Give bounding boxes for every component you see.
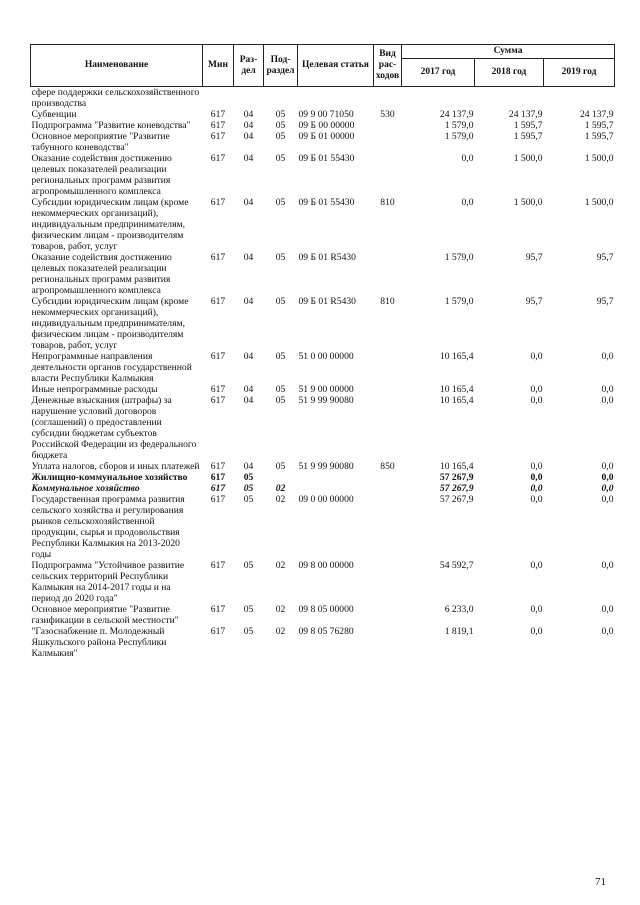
table-row [31,252,615,296]
row-name: Подпрограмма "Устойчивое развитие сельских территорий Республики Калмыкия на 2014-2017 годы и на период до 2020 года" [31,560,185,604]
row-vid-rashodov [374,131,402,153]
row-name: Оказание содействия достижению целевых показателей реализации региональных программ развития агропромышленного комплекса [31,153,172,197]
row-podrazdel: 02 [275,626,286,637]
row-sum-2018: 0,0 [530,351,543,362]
row-razdel: 05 [243,494,254,505]
row-celevaya-statya: 51 9 99 90080 [298,461,354,472]
row-name: Денежные взыскания (штрафы) за нарушение условий договоров (соглашений) о предоставлении субсидии бюджетам субъектов Российской Федерации из федерального бюджета [31,395,197,461]
row-sum-2018: 0,0 [530,395,543,406]
row-celevaya-statya [298,87,374,110]
row-name: Основное мероприятие "Развитие газификации в сельской местности" [31,604,179,626]
row-razdel: 04 [243,384,254,395]
row-vid-rashodov [374,252,402,296]
row-razdel: 04 [243,109,254,120]
row-min: 617 [210,197,226,208]
row-sum-2017: 1 819,1 [444,626,474,637]
header-min: Мин [203,45,234,87]
row-sum-2018 [475,87,544,110]
row-min: 617 [210,626,226,637]
table-row [31,494,615,560]
row-min: 617 [210,153,226,164]
row-razdel: 04 [243,461,254,472]
row-sum-2018: 0,0 [530,483,543,494]
row-name: Субвенции [31,109,77,120]
row-razdel: 04 [243,351,254,362]
table-row [31,560,615,604]
row-sum-2019: 1 595,7 [584,120,614,131]
row-podrazdel [264,87,298,110]
row-celevaya-statya: 09 Б 01 00000 [298,131,355,142]
row-celevaya-statya [298,472,374,483]
row-sum-2018: 1 595,7 [513,131,543,142]
row-celevaya-statya: 09 9 00 71050 [298,109,354,120]
row-sum-2019: 0,0 [601,461,614,472]
row-razdel: 04 [243,120,254,131]
row-sum-2019 [544,87,615,110]
row-min: 617 [210,131,226,142]
row-vid-rashodov [374,494,402,560]
row-name: Непрограммные направления деятельности органов государственной власти Республики Калмыкия [31,351,192,384]
row-sum-2017: 1 579,0 [444,252,474,263]
row-min: 617 [210,252,226,263]
row-vid-rashodov: 530 [380,109,395,120]
row-min: 617 [210,351,226,362]
table-row [31,483,615,494]
row-razdel: 04 [243,131,254,142]
header-celevaya-statya: Целевая статья [298,45,374,87]
row-vid-rashodov: 810 [380,197,395,208]
row-min: 617 [210,120,226,131]
row-vid-rashodov [374,395,402,461]
row-name: Субсидии юридическим лицам (кроме некоммерческих организаций), индивидуальным предпринимателям, физическим лицам - производителям товаров, работ, услуг [31,296,189,351]
table-row [31,131,615,153]
row-celevaya-statya: 51 9 00 00000 [298,384,354,395]
row-vid-rashodov [374,604,402,626]
row-sum-2017: 10 165,4 [439,384,474,395]
row-podrazdel: 05 [275,351,286,362]
row-podrazdel: 05 [275,252,286,263]
row-min: 617 [210,494,226,505]
row-celevaya-statya [298,483,374,494]
row-min: 617 [210,384,226,395]
row-sum-2017: 1 579,0 [444,131,474,142]
row-podrazdel: 05 [275,461,286,472]
row-celevaya-statya: 09 8 00 00000 [298,560,354,571]
row-min: 617 [210,109,226,120]
header-summa: Сумма [402,45,615,59]
row-name: Подпрограмма "Развитие коневодства" [31,120,191,131]
table-body [31,87,615,660]
row-celevaya-statya: 09 Б 01 55430 [298,197,355,208]
row-podrazdel: 05 [275,109,286,120]
row-podrazdel [264,472,298,483]
row-sum-2017: 0,0 [461,197,474,208]
row-name: Государственная программа развития сельского хозяйства и регулирования рынков сельскохозяйственной продукции, сырья и продовольствия Республики Калмыкия на 2013-2020 годы [31,494,185,560]
table-row [31,296,615,351]
row-sum-2017: 1 579,0 [444,296,474,307]
row-razdel: 04 [243,153,254,164]
row-podrazdel: 02 [275,604,286,615]
row-sum-2018: 24 137,9 [508,109,543,120]
row-celevaya-statya: 51 0 00 00000 [298,351,354,362]
row-celevaya-statya: 09 Б 01 R5430 [298,296,356,307]
row-name: Иные непрограммные расходы [31,384,158,395]
header-vid-rashodov: Вид рас-ходов [374,45,402,87]
row-sum-2017: 0,0 [461,153,474,164]
row-celevaya-statya: 09 0 00 00000 [298,494,354,505]
row-sum-2019: 0,0 [601,472,614,483]
row-sum-2017: 10 165,4 [439,395,474,406]
row-sum-2019: 0,0 [601,384,614,395]
row-min: 617 [210,395,226,406]
row-sum-2018: 0,0 [530,461,543,472]
header-razdel: Раз-дел [234,45,264,87]
row-celevaya-statya: 09 8 05 76280 [298,626,354,637]
row-sum-2018: 0,0 [530,604,543,615]
row-razdel: 05 [243,472,254,483]
row-podrazdel: 05 [275,395,286,406]
row-sum-2017: 10 165,4 [439,461,474,472]
row-razdel: 04 [243,296,254,307]
table-row [31,384,615,395]
row-sum-2017 [402,87,475,110]
row-podrazdel: 05 [275,131,286,142]
row-name: Субсидии юридическим лицам (кроме некоммерческих организаций), индивидуальным предпринимателям, физическим лицам - производителям товаров, работ, услуг [31,197,189,252]
row-min: 617 [210,472,226,483]
row-celevaya-statya: 51 9 99 90080 [298,395,354,406]
header-name: Наименование [31,45,203,87]
header-podrazdel: Под-раздел [264,45,298,87]
row-sum-2018: 0,0 [530,626,543,637]
row-sum-2018: 1 595,7 [513,120,543,131]
row-sum-2018: 95,7 [525,252,543,263]
row-min: 617 [210,296,226,307]
row-podrazdel: 02 [275,494,286,505]
table-row [31,120,615,131]
row-name: "Газоснабжение п. Молодежный Яшкульского района Республики Калмыкия" [31,626,167,659]
row-podrazdel: 02 [275,560,286,571]
row-min: 617 [210,560,226,571]
row-sum-2017: 10 165,4 [439,351,474,362]
row-name: Коммунальное хозяйство [31,483,140,494]
table-row [31,472,615,483]
header-year-2018: 2018 год [475,59,544,87]
row-vid-rashodov [374,351,402,384]
row-vid-rashodov [374,120,402,131]
row-min: 617 [210,604,226,615]
table-row [31,351,615,384]
row-razdel: 05 [243,626,254,637]
row-vid-rashodov: 850 [380,461,395,472]
row-min [203,87,234,110]
row-sum-2017: 57 267,9 [439,483,474,494]
row-sum-2017: 6 233,0 [444,604,474,615]
row-podrazdel: 05 [275,296,286,307]
row-podrazdel: 02 [275,483,286,494]
row-podrazdel: 05 [275,384,286,395]
row-sum-2018: 1 500,0 [513,197,543,208]
row-celevaya-statya: 09 Б 01 R5430 [298,252,356,263]
row-podrazdel: 05 [275,153,286,164]
table-header [31,45,615,87]
header-year-2019: 2019 год [544,59,615,87]
row-vid-rashodov [374,384,402,395]
row-min: 617 [210,483,226,494]
row-vid-rashodov: 810 [380,296,395,307]
table-row [31,109,615,120]
row-sum-2019: 0,0 [601,604,614,615]
row-celevaya-statya: 09 8 05 00000 [298,604,354,615]
row-razdel: 05 [243,483,254,494]
row-sum-2017: 54 592,7 [439,560,474,571]
row-podrazdel: 05 [275,197,286,208]
row-celevaya-statya: 09 Б 00 00000 [298,120,355,131]
row-sum-2018: 0,0 [530,560,543,571]
row-razdel: 04 [243,197,254,208]
row-name: Оказание содействия достижению целевых показателей реализации региональных программ развития агропромышленного комплекса [31,252,172,296]
row-name: Уплата налогов, сборов и иных платежей [31,461,200,472]
row-vid-rashodov [374,153,402,197]
row-sum-2019: 0,0 [601,560,614,571]
table-row [31,626,615,659]
row-sum-2019: 24 137,9 [579,109,614,120]
row-sum-2017: 57 267,9 [439,494,474,505]
row-name: Основное мероприятие "Развитие табунного коневодства" [31,131,170,153]
row-razdel: 04 [243,252,254,263]
row-celevaya-statya: 09 Б 01 55430 [298,153,355,164]
row-sum-2019: 0,0 [601,395,614,406]
row-sum-2019: 0,0 [601,351,614,362]
row-podrazdel: 05 [275,120,286,131]
row-razdel: 04 [243,395,254,406]
table-row [31,604,615,626]
row-sum-2018: 0,0 [530,494,543,505]
row-sum-2018: 1 500,0 [513,153,543,164]
row-sum-2019: 95,7 [596,296,614,307]
row-vid-rashodov [374,626,402,659]
table-row [31,87,615,110]
page-number: 71 [595,876,606,888]
row-razdel: 05 [243,560,254,571]
budget-table [30,44,615,659]
row-name: Жилищно-коммунальное хозяйство [31,472,188,483]
row-sum-2017: 1 579,0 [444,120,474,131]
row-vid-rashodov [374,483,402,494]
row-razdel: 05 [243,604,254,615]
row-sum-2019: 0,0 [601,494,614,505]
row-razdel [234,87,264,110]
row-sum-2018: 0,0 [530,384,543,395]
header-year-2017: 2017 год [402,59,475,87]
row-vid-rashodov [374,560,402,604]
row-sum-2018: 0,0 [530,472,543,483]
row-sum-2019: 1 500,0 [584,153,614,164]
row-sum-2019: 95,7 [596,252,614,263]
table-row [31,395,615,461]
row-sum-2019: 0,0 [601,483,614,494]
row-vid-rashodov [374,472,402,483]
row-min: 617 [210,461,226,472]
budget-page [30,44,614,659]
row-sum-2018: 95,7 [525,296,543,307]
table-row [31,153,615,197]
row-name: сфере поддержки сельскохозяйственного производства [31,87,200,109]
table-row [31,197,615,252]
row-vid-rashodov [374,87,402,110]
table-row [31,461,615,472]
row-sum-2017: 57 267,9 [439,472,474,483]
row-sum-2019: 1 595,7 [584,131,614,142]
row-sum-2019: 1 500,0 [584,197,614,208]
row-sum-2017: 24 137,9 [439,109,474,120]
row-sum-2019: 0,0 [601,626,614,637]
